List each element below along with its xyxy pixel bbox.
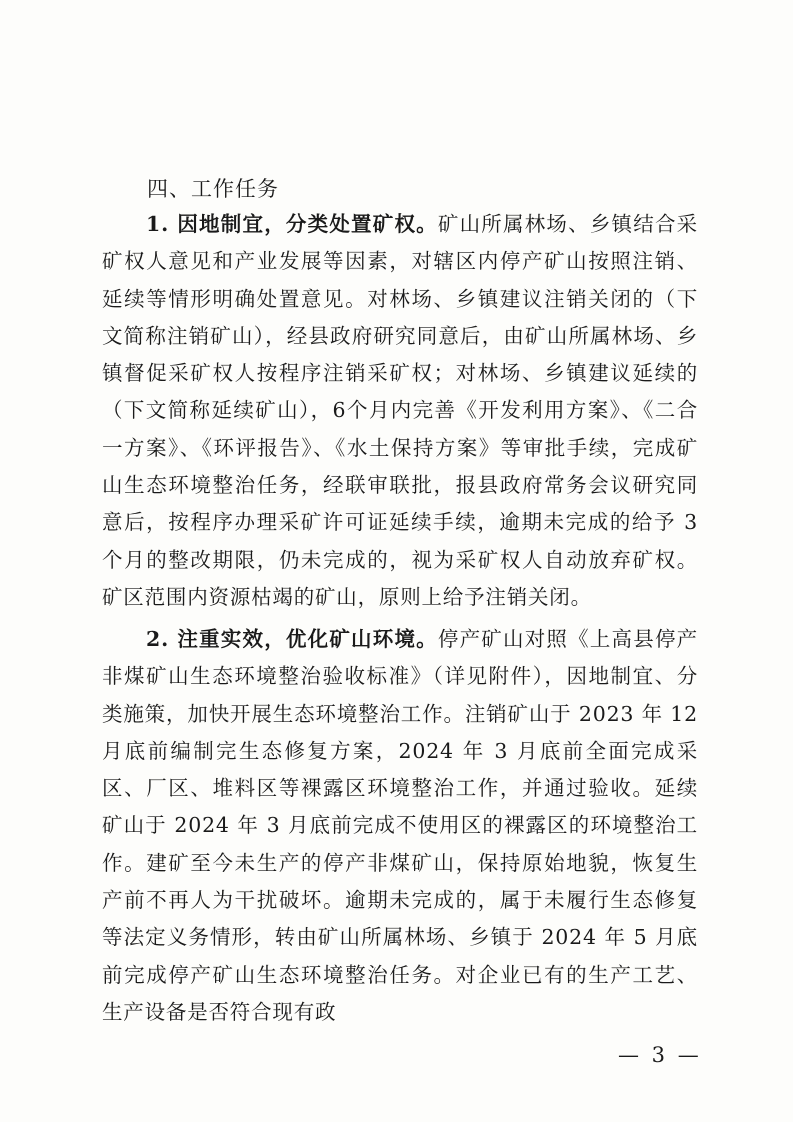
section-heading: 四、工作任务 [147,177,279,201]
paragraph-2-body: 停产矿山对照《上高县停产非煤矿山生态环境整治验收标准》（详见附件），因地制宜、分类施策，加快开展生态环境整治工作。注销矿山于 2023 年 12 月底前编制完生态修复方案，2024 年 3 月底前全面完成采区、厂区、堆料区等裸露区环境整治工作，并通过验收。延续矿山于 2024 年 3 月底前完成不使用区的裸露区的环境整治工作。建矿至今未生产的停产非煤矿山，保持原始地貌，恢复生产前不再人为干扰破坏。逾期未完成的，属于未履行生态修复等法定义务情形，转由矿山所属林场、乡镇于 2024 年 5 月底前完成停产矿山生态环境整治任务。对企业已有的生产工艺、生产设备是否符合现有政 [102,627,698,1024]
paragraph-1-body: 矿山所属林场、乡镇结合采矿权人意见和产业发展等因素，对辖区内停产矿山按照注销、延续等情形明确处置意见。对林场、乡镇建议注销关闭的（下文简称注销矿山），经县政府研究同意后，由矿山所属林场、乡镇督促采矿权人按程序注销采矿权；对林场、乡镇建议延续的（下文简称延续矿山），6个月内完善《开发利用方案》、《二合一方案》、《环评报告》、《水土保持方案》等审批手续，完成矿山生态环境整治任务，经联审联批，报县政府常务会议研究同意后，按程序办理采矿许可证延续手续，逾期未完成的给予 3 个月的整改期限，仍未完成的，视为采矿权人自动放弃矿权。矿区范围内资源枯竭的矿山，原则上给予注销关闭。 [102,212,698,609]
paragraph-2-lead: 2. 注重实效，优化矿山环境。 [146,627,438,651]
paragraph-1-lead: 1. 因地制宜，分类处置矿权。 [146,212,438,236]
paragraph-1 [102,206,698,616]
paragraph-2 [102,621,698,1031]
page-number: — 3 — [618,1043,702,1067]
